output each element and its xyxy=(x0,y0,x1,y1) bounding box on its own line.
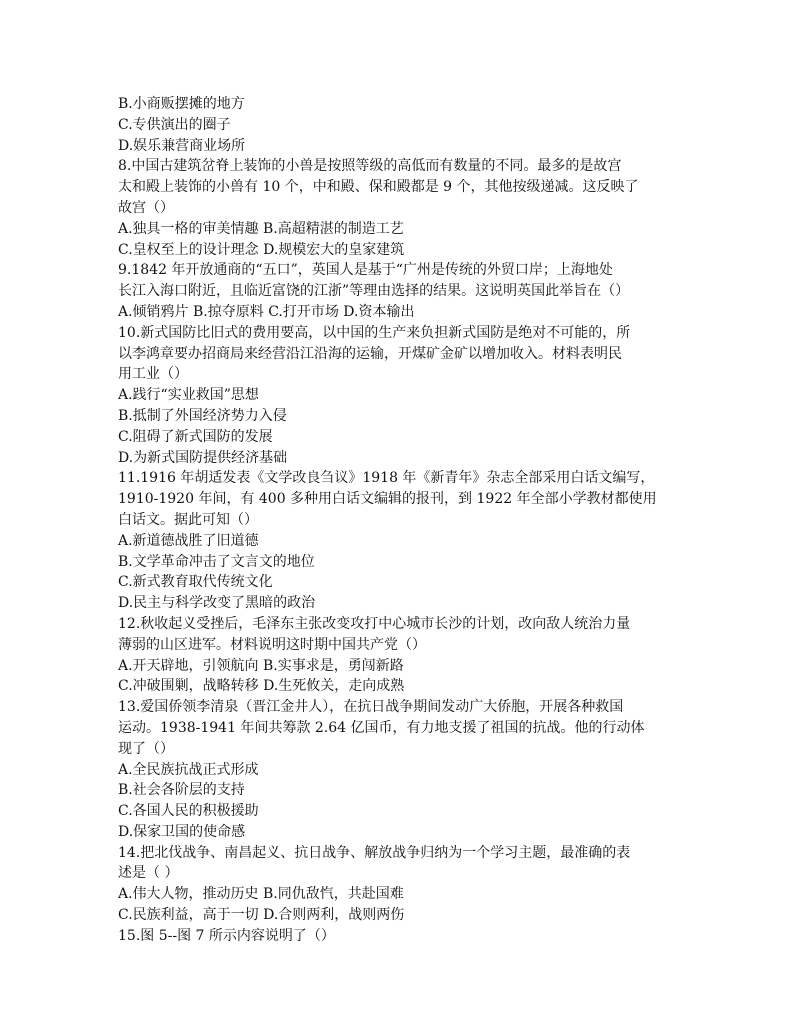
text-line: C.专供演出的圈子 xyxy=(118,116,231,133)
text-line: D.保家卫国的使命感 xyxy=(118,823,246,840)
text-line: B.抵制了外国经济势力入侵 xyxy=(118,407,287,424)
text-line: C.民族利益，高于一切 D.合则两利，战则两伤 xyxy=(118,907,405,924)
text-line: 以李鸿章要办招商局来经营沿江沿海的运输，开煤矿金矿以增加收入。材料表明民 xyxy=(118,345,622,362)
text-line: 1910-1920 年间，有 400 多种用白话文编辑的报刊，到 1922 年全部小学教材都使用 xyxy=(118,491,657,508)
text-line: A.开天辟地，引领航向 B.实事求是，勇闯新路 xyxy=(118,657,404,674)
text-line: 用工业（） xyxy=(118,366,188,383)
text-line: 白话文。据此可知（） xyxy=(118,511,258,528)
text-line: 10.新式国防比旧式的费用要高，以中国的生产来负担新式国防是绝对不可能的，所 xyxy=(118,324,631,341)
text-line: D.娱乐兼营商业场所 xyxy=(118,137,246,154)
text-line: C.各国人民的积极援助 xyxy=(118,803,259,820)
text-line: 运动。1938-1941 年间共筹款 2.64 亿国币，有力地支援了祖国的抗战。他的行动体 xyxy=(118,719,645,736)
text-line: D.民主与科学改变了黑暗的政治 xyxy=(118,595,316,612)
text-line: 8.中国古建筑岔脊上装饰的小兽是按照等级的高低而有数量的不同。最多的是故宫 xyxy=(118,158,622,175)
text-line: A.倾销鸦片 B.掠夺原料 C.打开市场 D.资本输出 xyxy=(118,303,415,320)
text-line: 12.秋收起义受挫后，毛泽东主张改变攻打中心城市长沙的计划，改向敌人统治力量 xyxy=(118,615,631,632)
text-line: C.阻碍了新式国防的发展 xyxy=(118,428,273,445)
text-line: B.社会各阶层的支持 xyxy=(118,782,245,799)
text-line: 14.把北伐战争、南昌起义、抗日战争、解放战争归纳为一个学习主题，最准确的表 xyxy=(118,844,631,861)
text-line: C.皇权至上的设计理念 D.规模宏大的皇家建筑 xyxy=(118,241,405,258)
text-line: 太和殿上装饰的小兽有 10 个，中和殿、保和殿都是 9 个，其他按级递减。这反映了 xyxy=(118,179,639,196)
text-line: B.文学革命冲击了文言文的地位 xyxy=(118,553,315,570)
text-line: A.独具一格的审美情趣 B.高超精湛的制造工艺 xyxy=(118,220,404,237)
text-line: 13.爱国侨领李清泉（晋江金井人），在抗日战争期间发动广大侨胞，开展各种救国 xyxy=(118,699,624,716)
text-line: A.伟大人物，推动历史 B.同仇敌忾，共赴国难 xyxy=(118,886,404,903)
text-line: 述是（ ） xyxy=(118,865,179,882)
text-line: A.践行“实业救国”思想 xyxy=(118,387,259,404)
text-line: D.为新式国防提供经济基础 xyxy=(118,449,288,466)
text-line: A.全民族抗战正式形成 xyxy=(118,761,259,778)
text-line: 9.1842 年开放通商的“五口”，英国人是基于“广州是传统的外贸口岸；上海地处 xyxy=(118,262,613,279)
text-line: B.小商贩摆摊的地方 xyxy=(118,96,245,112)
text-line: 15.图 5--图 7 所示内容说明了（） xyxy=(118,927,335,944)
text-line: C.冲破围剿，战略转移 D.生死攸关，走向成熟 xyxy=(118,678,405,695)
text-line: 故宫（） xyxy=(118,199,174,216)
document-page xyxy=(118,94,682,947)
text-line: 11.1916 年胡适发表《文学改良刍议》1918 年《新青年》杂志全部采用白话文编写， xyxy=(118,470,655,487)
text-line: 现了（） xyxy=(118,740,174,757)
text-line: A.新道德战胜了旧道德 xyxy=(118,532,259,549)
text-line: 长江入海口附近，且临近富饶的江浙”等理由选择的结果。这说明英国此举旨在（） xyxy=(118,283,630,300)
text-line: C.新式教育取代传统文化 xyxy=(118,574,273,591)
text-line: 薄弱的山区进军。材料说明这时期中国共产党（） xyxy=(118,636,426,653)
